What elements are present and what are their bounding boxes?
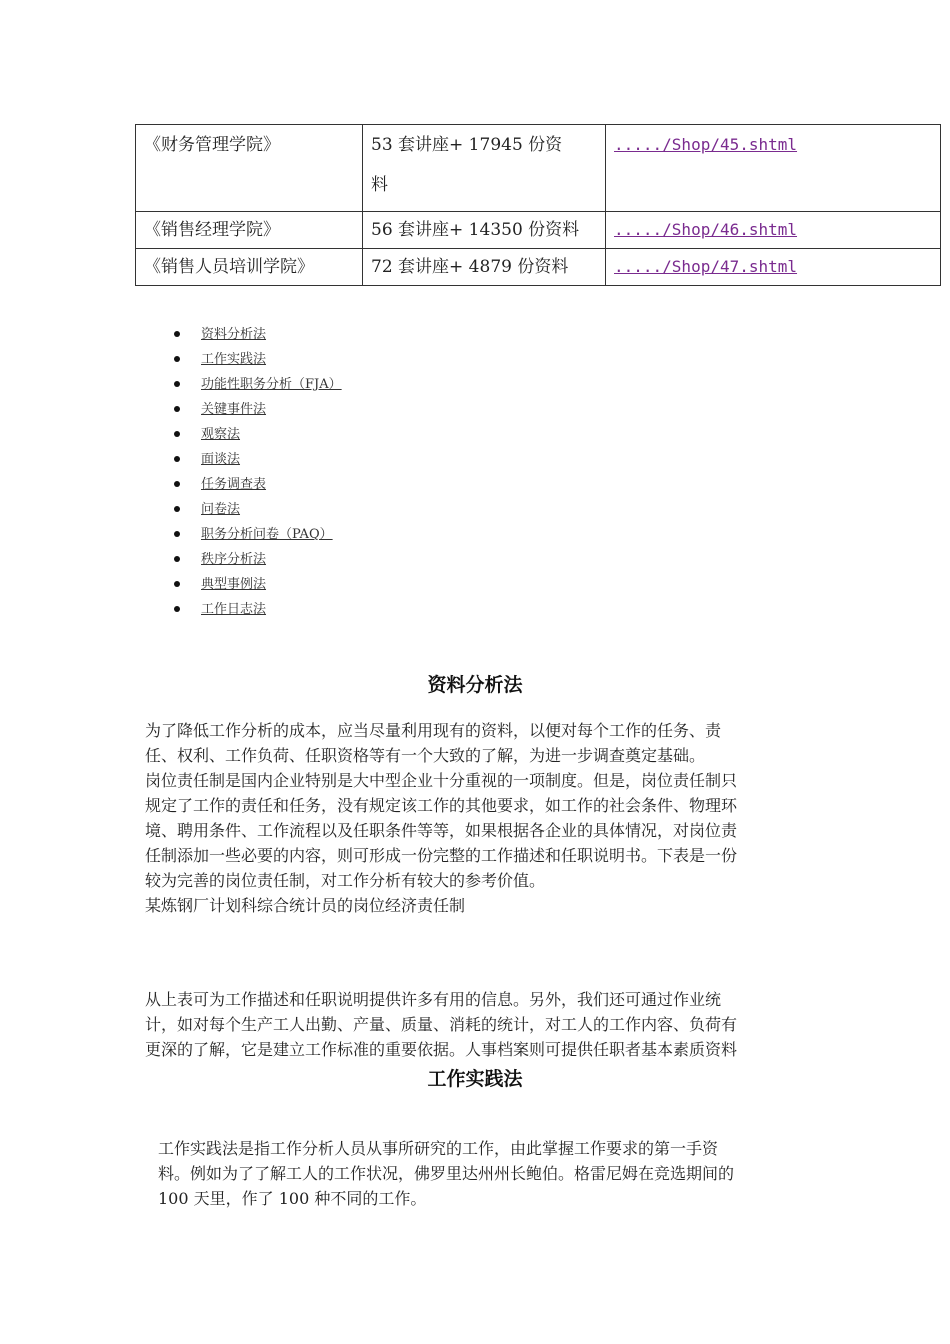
bullet-icon <box>174 481 180 487</box>
bullet-icon <box>174 381 180 387</box>
method-link[interactable]: 面谈法 <box>201 452 241 467</box>
course-content-line: 53 套讲座+ 17945 份资 <box>371 135 563 155</box>
bullet-icon <box>174 331 180 337</box>
list-item <box>174 347 342 372</box>
table-row <box>136 212 941 249</box>
bullet-icon <box>174 531 180 537</box>
body-paragraph <box>145 987 825 1062</box>
method-link[interactable]: 资料分析法 <box>201 327 267 342</box>
method-link[interactable]: 问卷法 <box>201 502 241 517</box>
shop-link[interactable]: ...../Shop/47.shtml <box>614 257 798 276</box>
method-link[interactable]: 关键事件法 <box>201 402 267 417</box>
text-line: 任制添加一些必要的内容，则可形成一份完整的工作描述和任职说明书。下表是一份 <box>145 846 738 865</box>
list-item <box>174 422 342 447</box>
text-line: 从上表可为工作描述和任职说明提供许多有用的信息。另外，我们还可通过作业统 <box>145 990 722 1009</box>
text-line: 为了降低工作分析的成本，应当尽量利用现有的资料，以便对每个工作的任务、责 <box>145 721 722 740</box>
method-link[interactable]: 秩序分析法 <box>201 552 267 567</box>
list-item <box>174 447 342 472</box>
course-content-line: 料 <box>371 175 388 195</box>
course-name-cell: 《销售经理学院》 <box>136 212 363 249</box>
list-item <box>174 372 342 397</box>
course-content-cell <box>363 125 606 212</box>
method-link[interactable]: 功能性职务分析（FJA） <box>201 377 342 392</box>
method-link[interactable]: 观察法 <box>201 427 241 442</box>
course-name-cell: 《销售人员培训学院》 <box>136 249 363 286</box>
course-link-cell <box>606 125 941 212</box>
text-line: 某炼钢厂计划科综合统计员的岗位经济责任制 <box>145 896 466 915</box>
table-row <box>136 125 941 212</box>
course-link-cell <box>606 249 941 286</box>
text-line: 工作实践法是指工作分析人员从事所研究的工作，由此掌握工作要求的第一手资 <box>158 1139 719 1158</box>
text-line: 规定了工作的责任和任务，没有规定该工作的其他要求，如工作的社会条件、物理环 <box>145 796 738 815</box>
text-line: 较为完善的岗位责任制，对工作分析有较大的参考价值。 <box>145 871 546 890</box>
method-link[interactable]: 职务分析问卷（PAQ） <box>201 527 333 542</box>
text-line: 料。例如为了了解工人的工作状况，佛罗里达州州长鲍伯。格雷尼姆在竞选期间的 <box>158 1164 735 1183</box>
section-title: 工作实践法 <box>427 1068 523 1090</box>
course-content-cell: 56 套讲座+ 14350 份资料 <box>363 212 606 249</box>
list-item <box>174 322 342 347</box>
bullet-icon <box>174 556 180 562</box>
body-paragraph <box>145 718 825 918</box>
text-line: 任、权利、工作负荷、任职资格等有一个大致的了解，为进一步调查奠定基础。 <box>145 746 706 765</box>
list-item <box>174 547 342 572</box>
method-link[interactable]: 工作实践法 <box>201 352 267 367</box>
list-item <box>174 522 342 547</box>
section-title: 资料分析法 <box>427 674 523 696</box>
bullet-icon <box>174 456 180 462</box>
bullet-icon <box>174 506 180 512</box>
text-line: 更深的了解，它是建立工作标准的重要依据。人事档案则可提供任职者基本素质资料 <box>145 1040 738 1059</box>
course-content-cell: 72 套讲座+ 4879 份资料 <box>363 249 606 286</box>
bullet-icon <box>174 356 180 362</box>
bullet-icon <box>174 581 180 587</box>
list-item <box>174 497 342 522</box>
text-line: 计，如对每个生产工人出勤、产量、质量、消耗的统计，对工人的工作内容、负荷有 <box>145 1015 738 1034</box>
course-link-cell <box>606 212 941 249</box>
text-line: 岗位责任制是国内企业特别是大中型企业十分重视的一项制度。但是，岗位责任制只 <box>145 771 738 790</box>
list-item <box>174 572 342 597</box>
table-row <box>136 249 941 286</box>
text-line: 100 天里，作了 100 种不同的工作。 <box>158 1189 427 1208</box>
text-line: 境、聘用条件、工作流程以及任职条件等等，如果根据各企业的具体情况，对岗位责 <box>145 821 738 840</box>
shop-link[interactable]: ...../Shop/46.shtml <box>614 220 798 239</box>
list-item <box>174 472 342 497</box>
body-paragraph <box>158 1136 838 1211</box>
bullet-icon <box>174 406 180 412</box>
bullet-icon <box>174 431 180 437</box>
methods-list <box>174 322 342 622</box>
list-item <box>174 397 342 422</box>
list-item <box>174 597 342 622</box>
shop-link[interactable]: ...../Shop/45.shtml <box>614 135 798 154</box>
method-link[interactable]: 典型事例法 <box>201 577 267 592</box>
shop-table <box>135 124 941 286</box>
course-name-cell: 《财务管理学院》 <box>136 125 363 212</box>
method-link[interactable]: 任务调查表 <box>201 477 267 492</box>
method-link[interactable]: 工作日志法 <box>201 602 267 617</box>
bullet-icon <box>174 606 180 612</box>
